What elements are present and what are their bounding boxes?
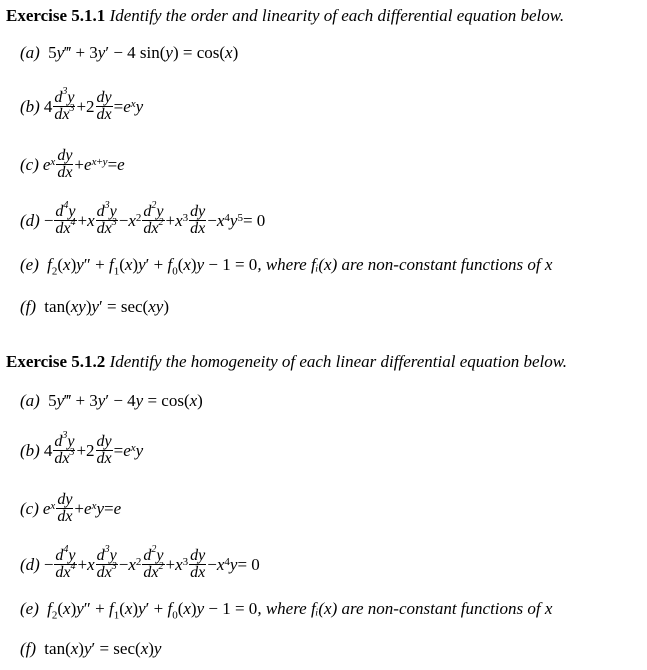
fraction: $\frac{d^3y}{dx^3}$ <box>96 544 117 581</box>
exercise-number: Exercise 5.1.2 <box>6 352 106 371</box>
equation-label: (d) <box>20 210 40 230</box>
equation-label: (d) <box>20 554 40 574</box>
equation-label: (a) <box>20 43 40 62</box>
equation-c: (c) e $^x$ $\frac{dy}{dx}$ + e $^x$ y = e <box>20 490 122 525</box>
equation-b: (b) 4 $\frac{d^3y}{dx^3}$ +2 $\frac{dy}{dx}$ = e $^x$ y <box>20 430 144 467</box>
equation-f: (f) tan(xy)y′ = sec(xy) <box>20 297 169 316</box>
exercise-number: Exercise 5.1.1 <box>6 6 106 25</box>
fraction: $\frac{d^2y}{dx^2}$ <box>143 200 164 237</box>
fraction: $\frac{dy}{dx}$ <box>57 146 73 181</box>
fraction: $\frac{d^3y}{dx^3}$ <box>54 430 75 467</box>
exercise-5-1-1 <box>6 6 642 326</box>
fraction: $\frac{dy}{dx}$ <box>96 432 112 467</box>
fraction: $\frac{dy}{dx}$ <box>190 202 206 237</box>
exercise-5-1-2 <box>6 352 642 668</box>
equation-a: (a) 5y‴ + 3y′ − 4y = cos(x) <box>20 391 203 410</box>
exercise-heading <box>6 6 564 26</box>
fraction: $\frac{d^2y}{dx^2}$ <box>143 544 164 581</box>
equation-c: (c) e $^x$ $\frac{dy}{dx}$ + e $^{x +y}$ = e <box>20 146 125 181</box>
equation-label: (f) <box>20 297 37 316</box>
equation-label: (a) <box>20 391 40 410</box>
equation-e: (e) $f_2(x)y'' + f_1(x)y' + f_0(x)y - 1 = 0$, where fᵢ(x) are non-constant functions of x <box>20 255 553 278</box>
equation-label: (b) <box>20 96 40 116</box>
fraction: $\frac{d^3y}{dx^3}$ <box>96 200 117 237</box>
equation-b: (b) 4 $\frac{d^3y}{dx^3}$ +2 $\frac{dy}{dx}$ = e $^x$ y <box>20 86 144 123</box>
equation-label: (c) <box>20 154 39 174</box>
equation-d: (d) − $\frac{d^4y}{dx^4}$ + x $\frac{d^3y}{dx^3}$ − x $^2$ $\frac{d^2y}{dx^2}$ + x $^3$ $\frac{dy}{dx}$ − x $^4$ y = 0 <box>20 544 260 581</box>
exercise-instruction: Identify the homogeneity of each linear differential equation below. <box>109 352 568 371</box>
fraction: $\frac{dy}{dx}$ <box>190 546 206 581</box>
fraction: $\frac{dy}{dx}$ <box>57 490 73 525</box>
equation-label: (b) <box>20 440 40 460</box>
exercise-instruction: Identify the order and linearity of each differential equation below. <box>109 6 565 25</box>
equation-e-tail: , where fᵢ(x) are non-constant functions of x <box>257 599 553 618</box>
equation-e: (e) $f_2(x)y'' + f_1(x)y' + f_0(x)y - 1 = 0$, where fᵢ(x) are non-constant functions of x <box>20 599 553 622</box>
equation-a: (a) 5y‴ + 3y′ − 4 sin(y) = cos(x) <box>20 43 239 62</box>
equation-d: (d) − $\frac{d^4y}{dx^4}$ + x $\frac{d^3y}{dx^3}$ − x $^2$ $\frac{d^2y}{dx^2}$ + x $^3$ $\frac{dy}{dx}$ − x $^4$ y $^5$ = 0 <box>20 200 266 237</box>
fraction: $\frac{d^3y}{dx^3}$ <box>54 86 75 123</box>
fraction: $\frac{d^4y}{dx^4}$ <box>55 544 76 581</box>
exercise-heading <box>6 352 567 372</box>
equation-label: (e) <box>20 599 39 618</box>
fraction: $\frac{d^4y}{dx^4}$ <box>55 200 76 237</box>
equation-label: (c) <box>20 498 39 518</box>
equation-label: (f) <box>20 639 37 658</box>
fraction: $\frac{dy}{dx}$ <box>96 88 112 123</box>
equation-label: (e) <box>20 255 39 274</box>
equation-e-tail: , where fᵢ(x) are non-constant functions of x <box>257 255 553 274</box>
equation-f: (f) tan(x)y′ = sec(x)y <box>20 639 162 658</box>
